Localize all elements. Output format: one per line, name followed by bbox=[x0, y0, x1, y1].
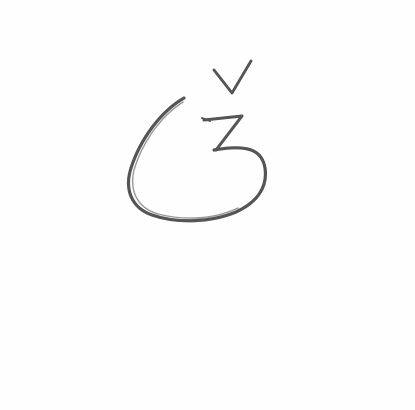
caron-mark-stroke bbox=[214, 61, 251, 93]
glyph-loop-stroke bbox=[129, 98, 266, 221]
